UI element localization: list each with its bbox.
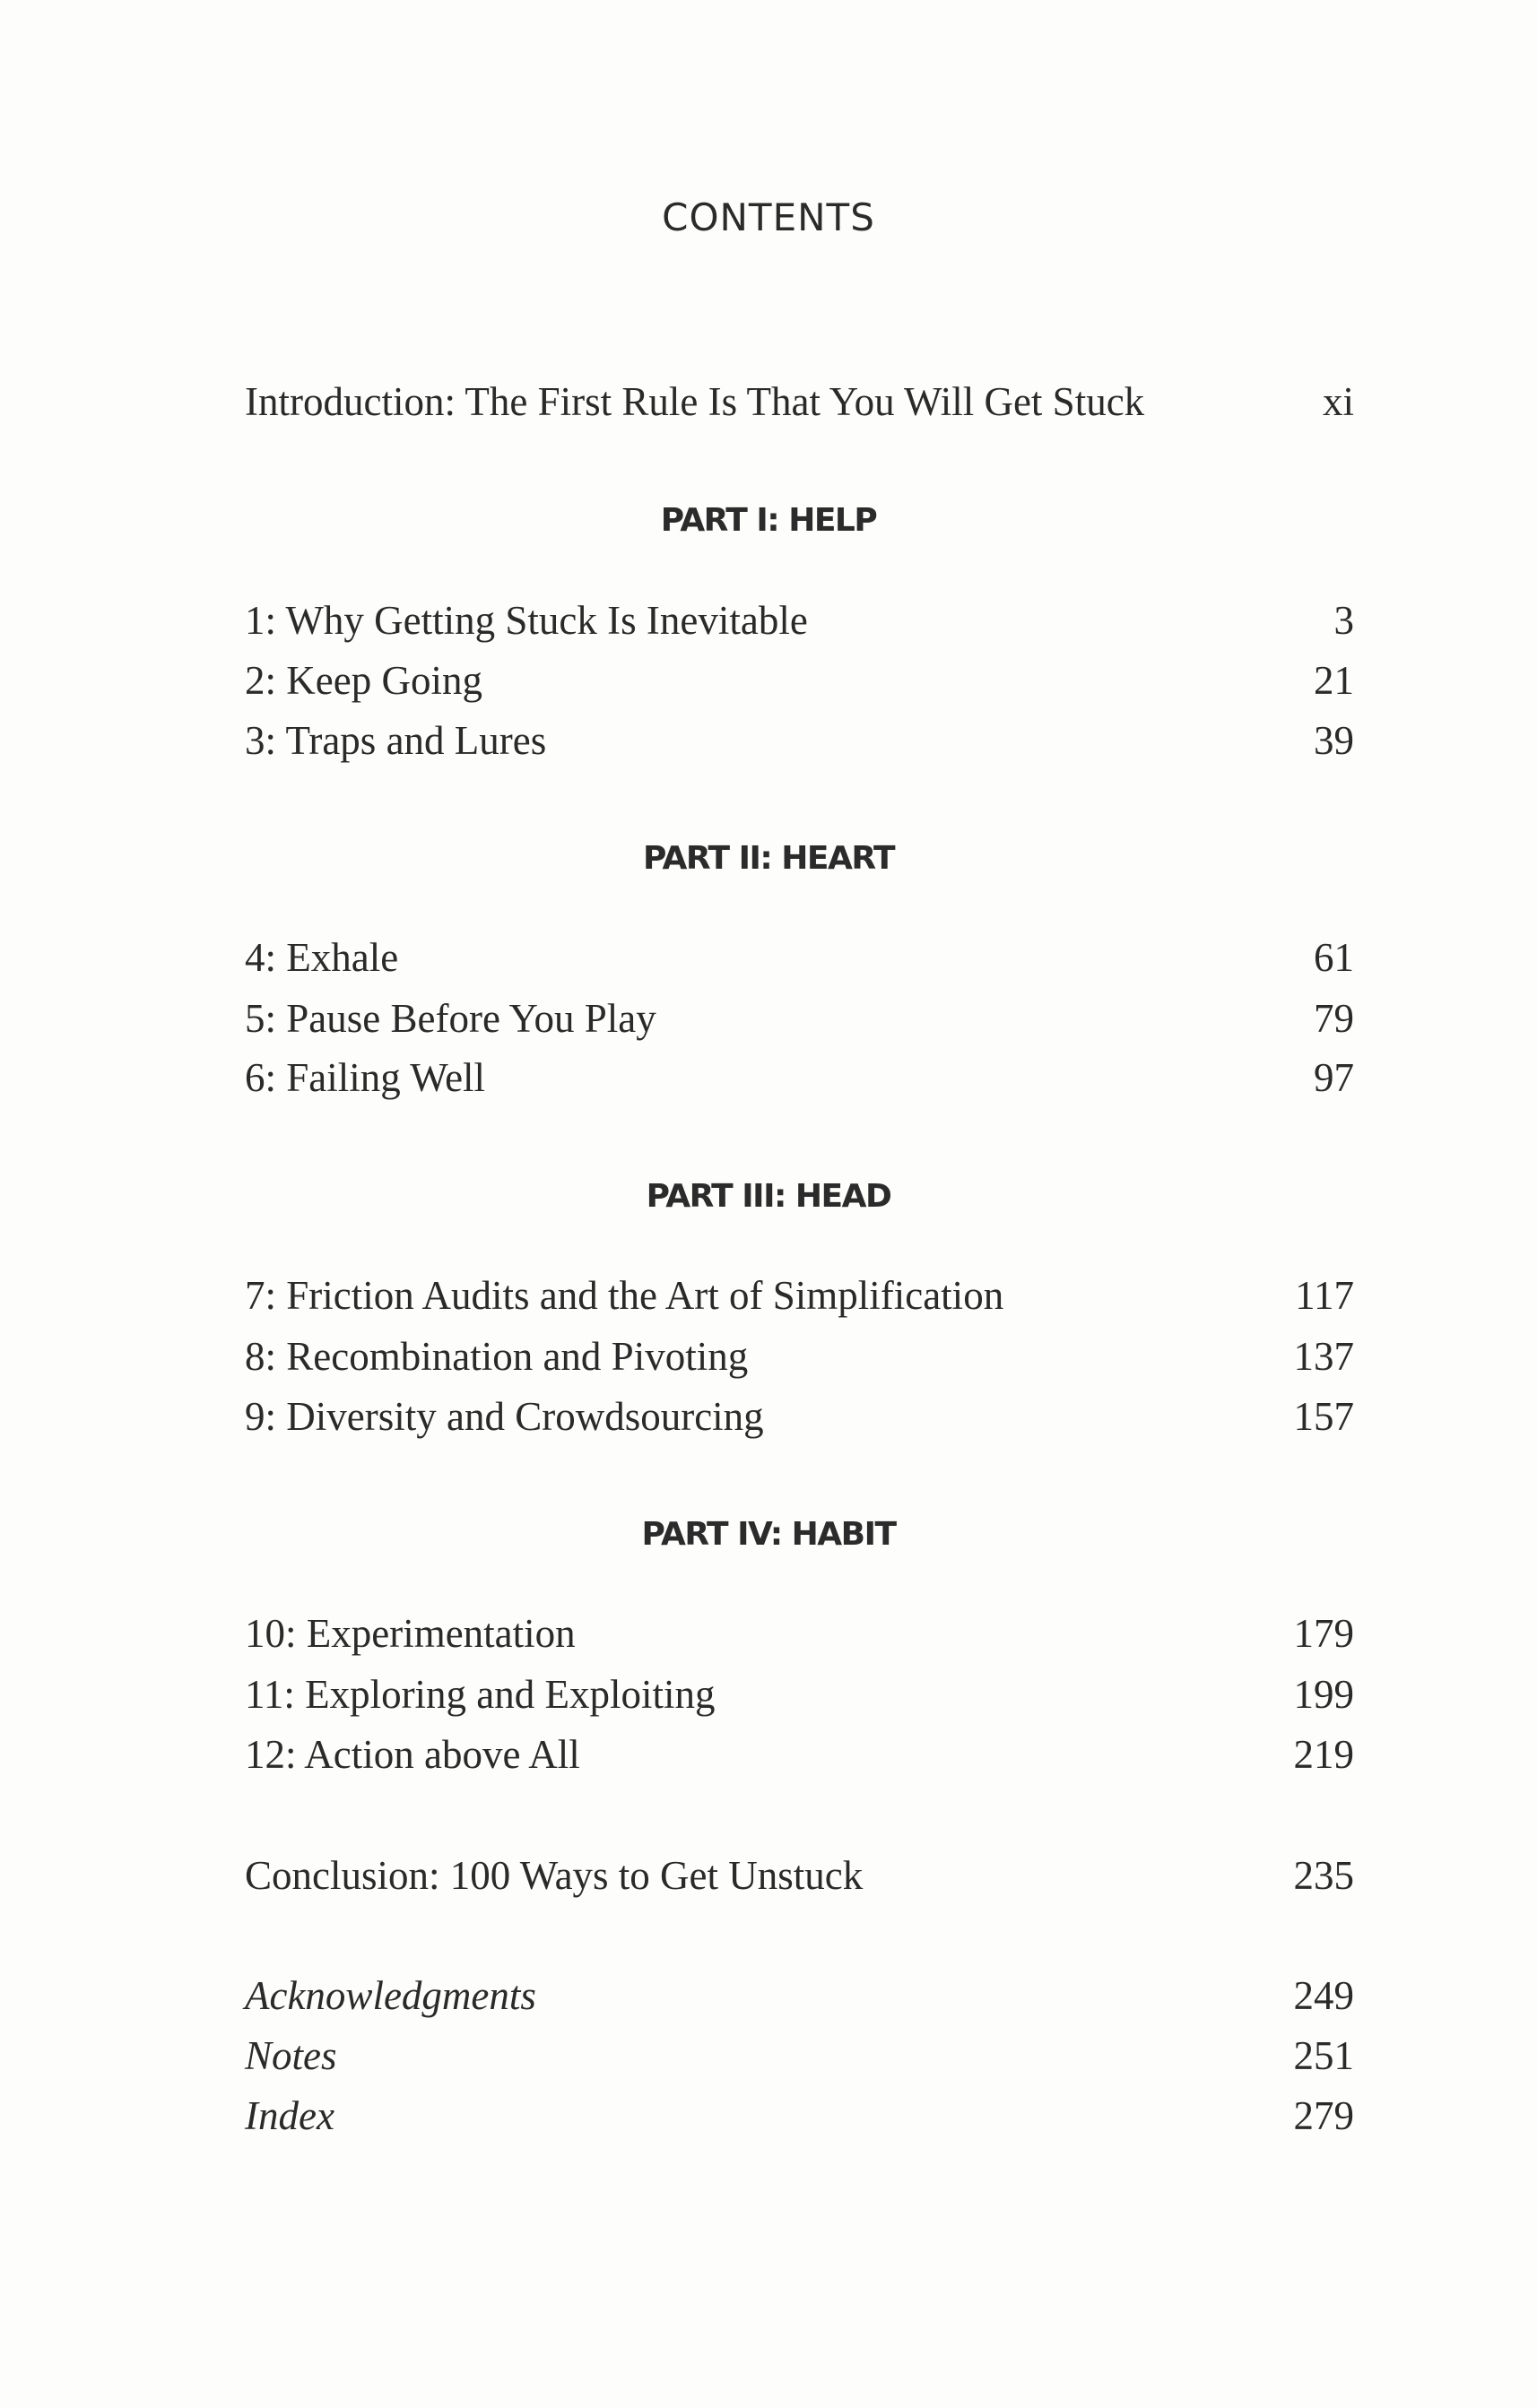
entry-label: 10: Experimentation bbox=[245, 1611, 576, 1656]
entry-label: Notes bbox=[245, 2033, 337, 2078]
page-title: CONTENTS bbox=[662, 195, 875, 239]
entry-page: 157 bbox=[1293, 1394, 1354, 1439]
entry-label: 4: Exhale bbox=[245, 935, 399, 980]
toc-entry-index bbox=[245, 2089, 1354, 2143]
toc-entry bbox=[245, 593, 1354, 647]
toc-entry bbox=[245, 1051, 1354, 1104]
entry-label: 8: Recombination and Pivoting bbox=[245, 1334, 749, 1379]
entry-page: xi bbox=[1322, 379, 1354, 424]
toc-entry bbox=[245, 714, 1354, 767]
entry-page: 279 bbox=[1293, 2093, 1354, 2138]
entry-label: 12: Action above All bbox=[245, 1732, 580, 1777]
toc-entry bbox=[245, 1607, 1354, 1660]
entry-page: 21 bbox=[1314, 658, 1354, 703]
toc-entry bbox=[245, 1390, 1354, 1443]
part-heading: PART II: HEART bbox=[642, 840, 895, 877]
toc-entry-acknowledgments bbox=[245, 1969, 1354, 2023]
toc-entry bbox=[245, 992, 1354, 1045]
entry-label: 5: Pause Before You Play bbox=[245, 996, 656, 1041]
part-heading: PART III: HEAD bbox=[646, 1178, 891, 1215]
part-heading: PART IV: HABIT bbox=[641, 1516, 896, 1553]
entry-page: 61 bbox=[1314, 935, 1354, 980]
entry-page: 199 bbox=[1293, 1672, 1354, 1717]
entry-page: 117 bbox=[1295, 1273, 1354, 1318]
entry-page: 179 bbox=[1293, 1611, 1354, 1656]
entry-page: 235 bbox=[1293, 1853, 1354, 1898]
entry-page: 79 bbox=[1314, 996, 1354, 1041]
toc-entry-introduction bbox=[245, 375, 1354, 429]
toc-entry bbox=[245, 931, 1354, 984]
toc-entry bbox=[245, 1728, 1354, 1781]
entry-label: 9: Diversity and Crowdsourcing bbox=[245, 1394, 764, 1439]
entry-page: 219 bbox=[1293, 1732, 1354, 1777]
toc-entry bbox=[245, 654, 1354, 707]
entry-page: 3 bbox=[1333, 598, 1354, 643]
entry-label: 7: Friction Audits and the Art of Simplification bbox=[245, 1273, 1004, 1318]
entry-label: 1: Why Getting Stuck Is Inevitable bbox=[245, 598, 808, 643]
toc-entry bbox=[245, 1667, 1354, 1721]
entry-label: Index bbox=[245, 2093, 334, 2138]
toc-entry-conclusion bbox=[245, 1849, 1354, 1902]
entry-label: 2: Keep Going bbox=[245, 658, 482, 703]
toc-entry bbox=[245, 1269, 1354, 1322]
entry-page: 251 bbox=[1293, 2033, 1354, 2078]
entry-label: Introduction: The First Rule Is That You Will Get Stuck bbox=[245, 379, 1145, 424]
part-heading: PART I: HELP bbox=[660, 502, 877, 539]
entry-label: 3: Traps and Lures bbox=[245, 718, 547, 763]
entry-page: 249 bbox=[1293, 1973, 1354, 2018]
entry-label: Acknowledgments bbox=[245, 1973, 536, 2018]
entry-label: 11: Exploring and Exploiting bbox=[245, 1672, 716, 1717]
entry-page: 97 bbox=[1314, 1055, 1354, 1100]
entry-label: 6: Failing Well bbox=[245, 1055, 486, 1100]
entry-page: 137 bbox=[1293, 1334, 1354, 1379]
toc-entry-notes bbox=[245, 2029, 1354, 2083]
entry-label: Conclusion: 100 Ways to Get Unstuck bbox=[245, 1853, 864, 1898]
entry-page: 39 bbox=[1314, 718, 1354, 763]
toc-entry bbox=[245, 1330, 1354, 1383]
